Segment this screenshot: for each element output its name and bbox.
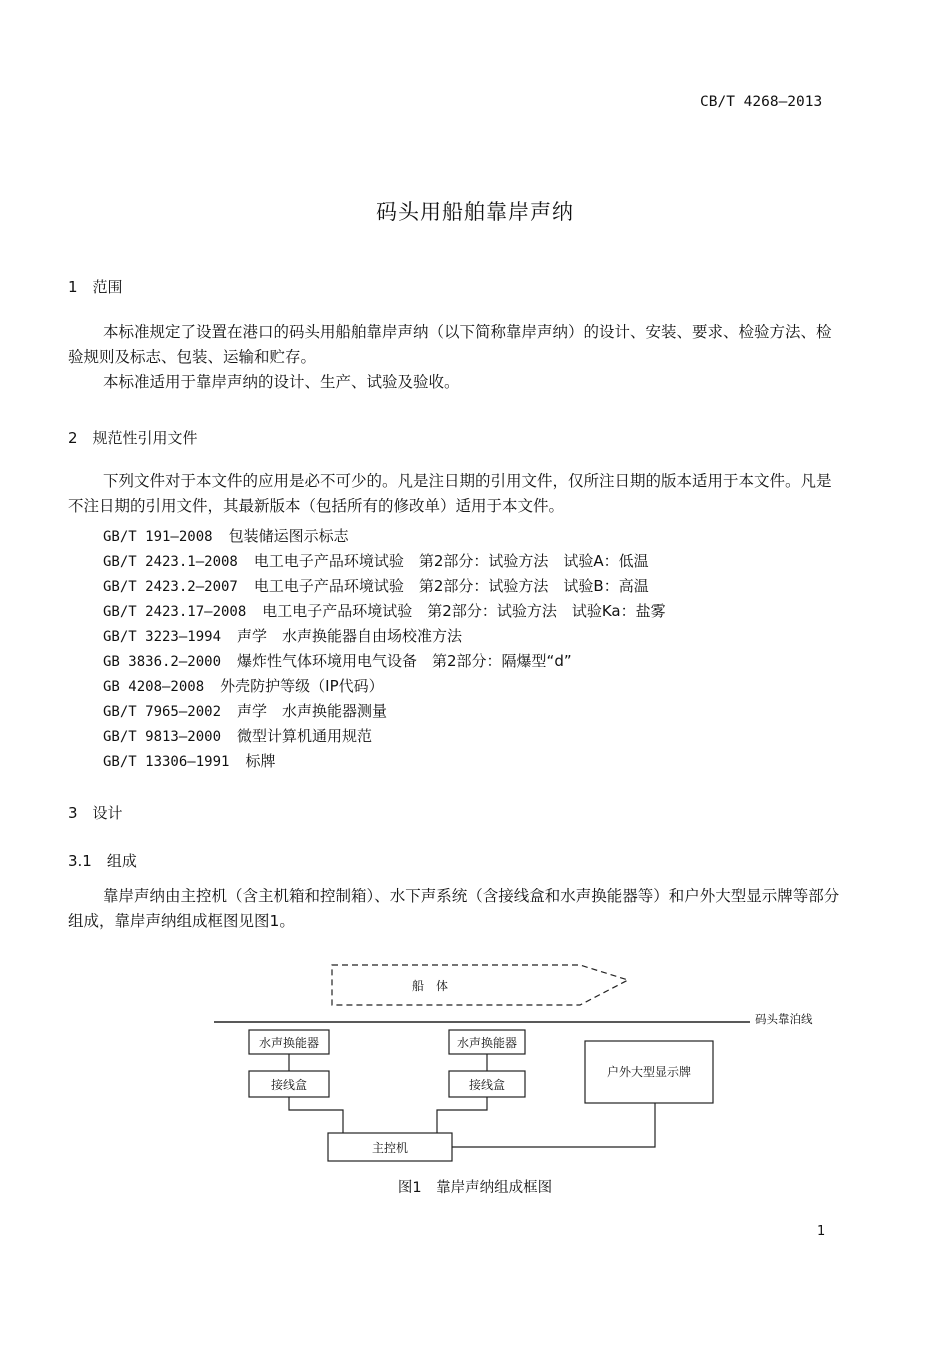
section-1-heading: 1 范围	[68, 278, 123, 296]
section-1-paragraph-1: 本标准规定了设置在港口的码头用船舶靠岸声纳（以下简称靠岸声纳）的设计、安装、要求、检验方法、检验规则及标志、包装、运输和贮存。	[68, 323, 832, 366]
cable-left	[289, 1097, 343, 1133]
section-1-body	[68, 320, 840, 395]
junction-label-left: 接线盒	[270, 1078, 308, 1092]
reference-code: GB/T 191—2008	[103, 529, 213, 545]
reference-title: 电工电子产品环境试验 第2部分：试验方法 试验B：高温	[253, 577, 649, 595]
reference-title: 爆炸性气体环境用电气设备 第2部分：隔爆型“d”	[237, 652, 572, 670]
reference-item	[103, 625, 462, 646]
ship-label: 船 体	[411, 979, 449, 993]
reference-code: GB 4208—2008	[103, 679, 205, 695]
reference-item	[103, 650, 572, 671]
reference-item	[103, 600, 666, 621]
reference-item	[103, 675, 384, 696]
reference-code: GB/T 2423.1—2008	[103, 554, 238, 570]
section-2-intro-text: 下列文件对于本文件的应用是必不可少的。凡是注日期的引用文件，仅所注日期的版本适用于本文件。凡是不注日期的引用文件，其最新版本（包括所有的修改单）适用于本文件。	[68, 472, 832, 515]
section-2-intro	[68, 469, 840, 519]
section-3-1-body	[68, 884, 840, 934]
section-3-1-paragraph: 靠岸声纳由主控机（含主机箱和控制箱）、水下声系统（含接线盒和水声换能器等）和户外大型显示牌等部分组成，靠岸声纳组成框图见图1。	[68, 887, 840, 930]
display-board-label: 户外大型显示牌	[606, 1065, 692, 1079]
dock-line-label: 码头靠泊线	[755, 1012, 813, 1026]
transducer-label-right: 水声换能器	[456, 1036, 518, 1050]
reference-code: GB/T 7965—2002	[103, 704, 222, 720]
reference-item	[103, 550, 649, 571]
figure-caption: 图1 靠岸声纳组成框图	[397, 1180, 553, 1196]
reference-code: GB 3836.2—2000	[103, 654, 222, 670]
section-2-heading: 2 规范性引用文件	[68, 429, 198, 447]
standard-code: CB/T 4268—2013	[700, 94, 823, 110]
reference-title: 电工电子产品环境试验 第2部分：试验方法 试验Ka：盐雾	[262, 602, 666, 620]
reference-item	[103, 575, 649, 596]
ship-hull-shape	[332, 965, 628, 1005]
reference-item	[103, 700, 387, 721]
reference-title: 外壳防护等级（IP代码）	[220, 677, 384, 695]
section-3-heading: 3 设计	[68, 804, 123, 822]
reference-item	[103, 725, 372, 746]
reference-code: GB/T 2423.2—2007	[103, 579, 238, 595]
controller-label: 主控机	[371, 1141, 409, 1155]
reference-title: 微型计算机通用规范	[237, 727, 373, 745]
cable-right	[437, 1097, 487, 1133]
junction-label-right: 接线盒	[468, 1078, 506, 1092]
reference-code: GB/T 2423.17—2008	[103, 604, 247, 620]
reference-title: 电工电子产品环境试验 第2部分：试验方法 试验A：低温	[253, 552, 649, 570]
section-1-paragraph-2: 本标准适用于靠岸声纳的设计、生产、试验及验收。	[103, 373, 460, 391]
document-title: 码头用船舶靠岸声纳	[376, 200, 574, 224]
transducer-label-left: 水声换能器	[258, 1036, 320, 1050]
reference-title: 声学 水声换能器测量	[237, 702, 388, 720]
reference-code: GB/T 3223—1994	[103, 629, 222, 645]
reference-item	[103, 525, 349, 546]
reference-code: GB/T 13306—1991	[103, 754, 230, 770]
reference-title: 标牌	[245, 752, 276, 770]
page-number: 1	[817, 1224, 826, 1239]
reference-code: GB/T 9813—2000	[103, 729, 222, 745]
reference-title: 包装储运图示标志	[228, 527, 349, 545]
section-3-1-heading: 3.1 组成	[68, 852, 137, 870]
reference-item	[103, 750, 275, 771]
reference-title: 声学 水声换能器自由场校准方法	[237, 627, 463, 645]
